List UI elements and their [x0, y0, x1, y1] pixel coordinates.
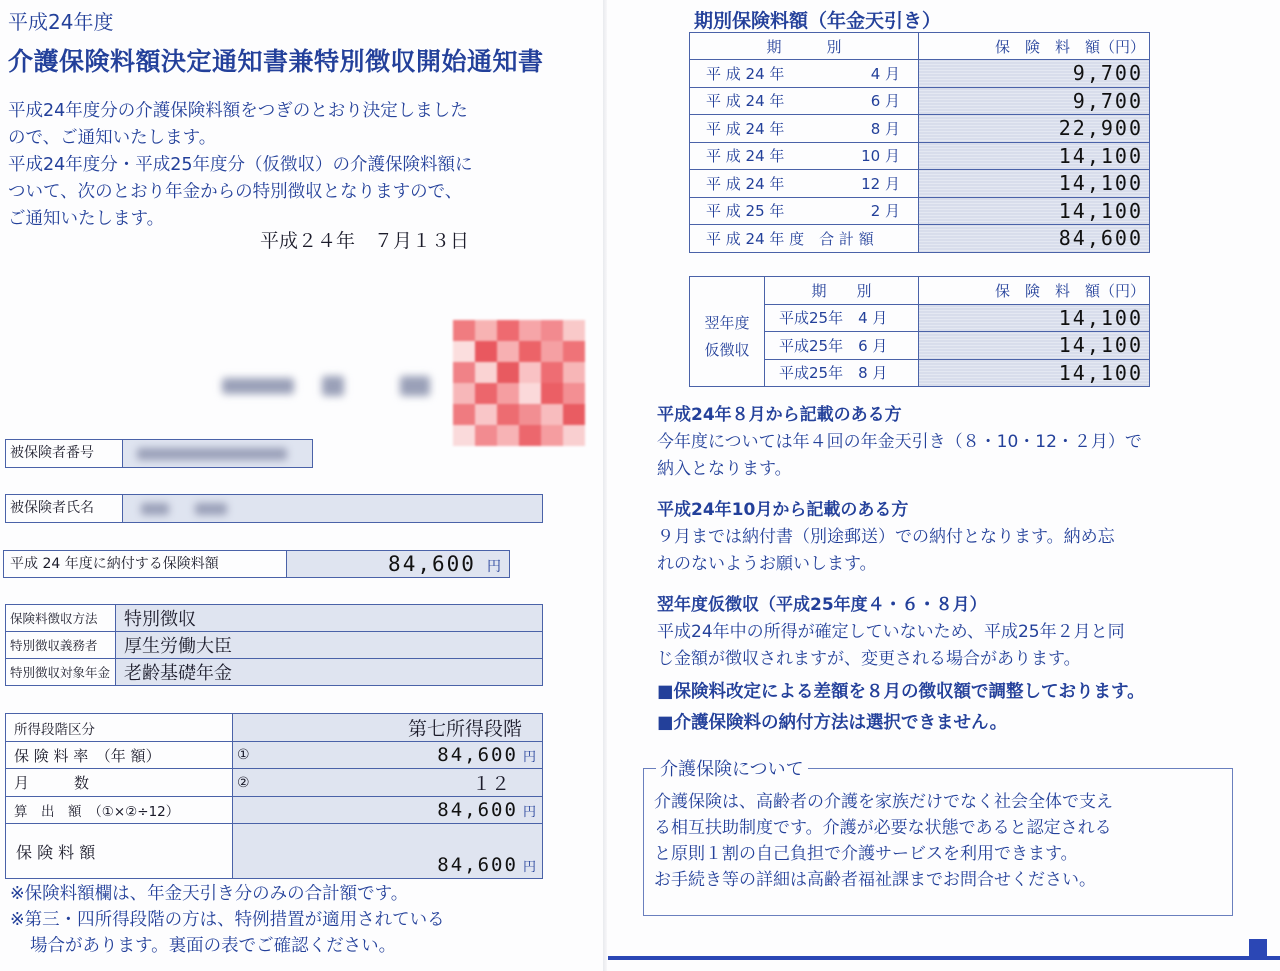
rate-unit: 円 — [522, 750, 536, 765]
rate-mark: ① — [233, 742, 257, 769]
note-line: 平成24年中の所得が確定していないため、平成25年２月と同 — [657, 622, 1125, 642]
premium-label: 保 険 料 額 — [6, 824, 233, 879]
months-mark: ② — [233, 769, 257, 797]
note-heading: 平成24年10月から記載のある方 — [657, 500, 909, 520]
period-cell — [690, 87, 919, 115]
provisional-period: 平成25年 6 月 — [765, 332, 919, 360]
page-bottom-edge — [608, 956, 1280, 960]
collection-label: 特別徴収対象年金 — [6, 659, 116, 686]
provisional-amount: 14,100 — [919, 304, 1150, 332]
period-amount: 9,700 — [919, 60, 1150, 88]
premium-unit: 円 — [522, 860, 536, 875]
note-line: れのないようお願いします。 — [657, 554, 877, 574]
intro-line: 平成24年度分の介護保険料額をつぎのとおり決定しました — [8, 101, 468, 121]
period-amount: 22,900 — [919, 115, 1150, 143]
insured-number-label: 被保険者番号 — [6, 440, 123, 467]
about-line: お手続き等の詳細は高齢者福祉課までお問合せください。 — [654, 870, 1096, 890]
provisional-amount: 14,100 — [919, 332, 1150, 360]
period-total-row — [690, 225, 1150, 253]
bullet-note: ■保険料改定による差額を８月の徴収額で調整しております。 — [657, 682, 1145, 702]
collection-value: 特別徴収 — [116, 605, 543, 632]
annual-premium-row — [3, 550, 510, 578]
calc-mark-cell — [233, 797, 257, 824]
footnotes — [10, 881, 445, 959]
footnote: ※第三・四所得段階の方は、特例措置が適用されている — [10, 910, 445, 930]
annual-premium-amount: 84,600 — [388, 552, 476, 576]
footnote: ※保険料額欄は、年金天引き分のみの合計額です。 — [10, 884, 409, 904]
period-cell — [690, 197, 919, 225]
col-period: 期 別 — [690, 33, 919, 60]
insured-name-label: 被保険者氏名 — [6, 495, 123, 522]
period-month: 10 月 — [861, 147, 900, 166]
calc-value-cell — [257, 797, 543, 824]
document-title: 介護保険料額決定通知書兼特別徴収開始通知書 — [8, 47, 544, 76]
period-row — [690, 60, 1150, 88]
period-total-label: 平 成 24 年 度 合 計 額 — [690, 225, 919, 253]
redacted-seal — [453, 320, 585, 446]
rate-label: 保 険 料 率 （年 額） — [6, 742, 233, 769]
provisional-side-line: 仮徴収 — [704, 340, 750, 359]
notes — [657, 402, 1257, 737]
provisional-side-label — [690, 277, 765, 387]
provisional-side-line: 翌年度 — [704, 313, 750, 332]
page-corner-mark — [1249, 939, 1267, 957]
insured-name-value — [123, 495, 542, 522]
annual-premium-value-cell — [287, 551, 509, 577]
annual-premium-unit: 円 — [487, 559, 501, 575]
calc-value: 84,600 — [437, 799, 518, 821]
note-line: ９月までは納付書（別途郵送）での納付となります。納め忘 — [657, 527, 1115, 547]
period-year: 平 成 25 年 — [706, 202, 785, 221]
issue-date: 平成２４年 ７月１３日 — [260, 230, 470, 252]
intro-line: ついて、次のとおり年金からの特別徴収となりますので、 — [8, 182, 463, 202]
about-line: と原則１割の自己負担で介護サービスを利用できます。 — [654, 844, 1078, 864]
intro-line: 平成24年度分・平成25年度分（仮徴収）の介護保険料額に — [8, 155, 473, 175]
period-amount: 14,100 — [919, 170, 1150, 198]
period-year: 平 成 24 年 — [706, 64, 785, 83]
provisional-col-amount: 保 険 料 額（円） — [919, 277, 1150, 305]
stage-value: 第七所得段階 — [233, 714, 543, 742]
period-amount: 14,100 — [919, 197, 1150, 225]
period-row — [690, 115, 1150, 143]
calculation-table — [5, 713, 543, 879]
period-month: 6 月 — [870, 92, 900, 111]
note-heading: 平成24年８月から記載のある方 — [657, 405, 902, 425]
about-text — [654, 789, 1113, 893]
collection-table — [5, 604, 543, 686]
months-value: １２ — [257, 769, 543, 797]
intro-line: ご通知いたします。 — [8, 209, 165, 229]
bullet-note: ■介護保険料の納付方法は選択できません。 — [657, 713, 1008, 733]
redacted-address — [222, 372, 452, 402]
provisional-period: 平成25年 4 月 — [765, 304, 919, 332]
period-cell — [690, 115, 919, 143]
period-cell — [690, 142, 919, 170]
about-line: 介護保険は、高齢者の介護を家族だけでなく社会全体で支え — [654, 792, 1113, 812]
collection-label: 保険料徴収方法 — [6, 605, 116, 632]
insured-number-row — [5, 439, 313, 468]
note-heading: 翌年度仮徴収（平成25年度４・６・８月） — [657, 595, 987, 615]
calc-unit: 円 — [522, 805, 536, 820]
period-month: 4 月 — [870, 64, 900, 83]
period-amount: 9,700 — [919, 87, 1150, 115]
premium-value: 84,600 — [437, 854, 518, 876]
period-year: 平 成 24 年 — [706, 174, 785, 193]
period-month: 12 月 — [861, 174, 900, 193]
intro-text — [8, 98, 473, 233]
period-total-amount: 84,600 — [919, 225, 1150, 253]
provisional-col-period: 期 別 — [765, 277, 919, 305]
col-amount: 保 険 料 額（円） — [919, 33, 1150, 60]
provisional-table — [689, 276, 1150, 387]
period-row — [690, 170, 1150, 198]
annual-premium-label: 平成 24 年度に納付する保険料額 — [4, 551, 287, 577]
fiscal-year: 平成24年度 — [8, 10, 114, 34]
collection-value: 老齢基礎年金 — [116, 659, 543, 686]
period-year: 平 成 24 年 — [706, 147, 785, 166]
note-block — [657, 402, 1257, 483]
intro-line: ので、ご通知いたします。 — [8, 128, 217, 148]
period-month: 2 月 — [870, 202, 900, 221]
period-cell — [690, 170, 919, 198]
note-line: 納入となります。 — [657, 459, 792, 479]
about-box — [643, 759, 1233, 916]
period-row — [690, 87, 1150, 115]
premium-mark-cell — [233, 824, 257, 879]
provisional-amount: 14,100 — [919, 359, 1150, 387]
about-line: る相互扶助制度です。介護が必要な状態であると認定される — [654, 818, 1112, 838]
period-row — [690, 197, 1150, 225]
about-title: 介護保険について — [656, 755, 808, 781]
collection-value: 厚生労働大臣 — [116, 632, 543, 659]
period-row — [690, 142, 1150, 170]
rate-value: 84,600 — [437, 744, 518, 766]
period-month: 8 月 — [870, 119, 900, 138]
period-table-title: 期別保険料額（年金天引き） — [694, 10, 942, 32]
rate-value-cell — [257, 742, 543, 769]
note-line: じ金額が徴収されますが、変更される場合があります。 — [657, 649, 1081, 669]
period-table — [689, 32, 1150, 253]
note-line: 今年度については年４回の年金天引き（８・10・12・２月）で — [657, 432, 1142, 452]
stage-label: 所得段階区分 — [6, 714, 233, 742]
premium-value-cell — [257, 824, 543, 879]
note-block — [657, 592, 1257, 673]
months-label: 月 数 — [6, 769, 233, 797]
calc-label: 算 出 額 （①×②÷12） — [6, 797, 233, 824]
insured-name-row — [5, 494, 543, 523]
collection-label: 特別徴収義務者 — [6, 632, 116, 659]
provisional-period: 平成25年 8 月 — [765, 359, 919, 387]
period-amount: 14,100 — [919, 142, 1150, 170]
period-year: 平 成 24 年 — [706, 92, 785, 111]
note-block — [657, 497, 1257, 578]
insured-number-value — [123, 440, 312, 467]
footnote: 場合があります。裏面の表でご確認ください。 — [30, 936, 397, 956]
period-cell — [690, 60, 919, 88]
page-fold — [603, 0, 607, 971]
period-year: 平 成 24 年 — [706, 119, 785, 138]
